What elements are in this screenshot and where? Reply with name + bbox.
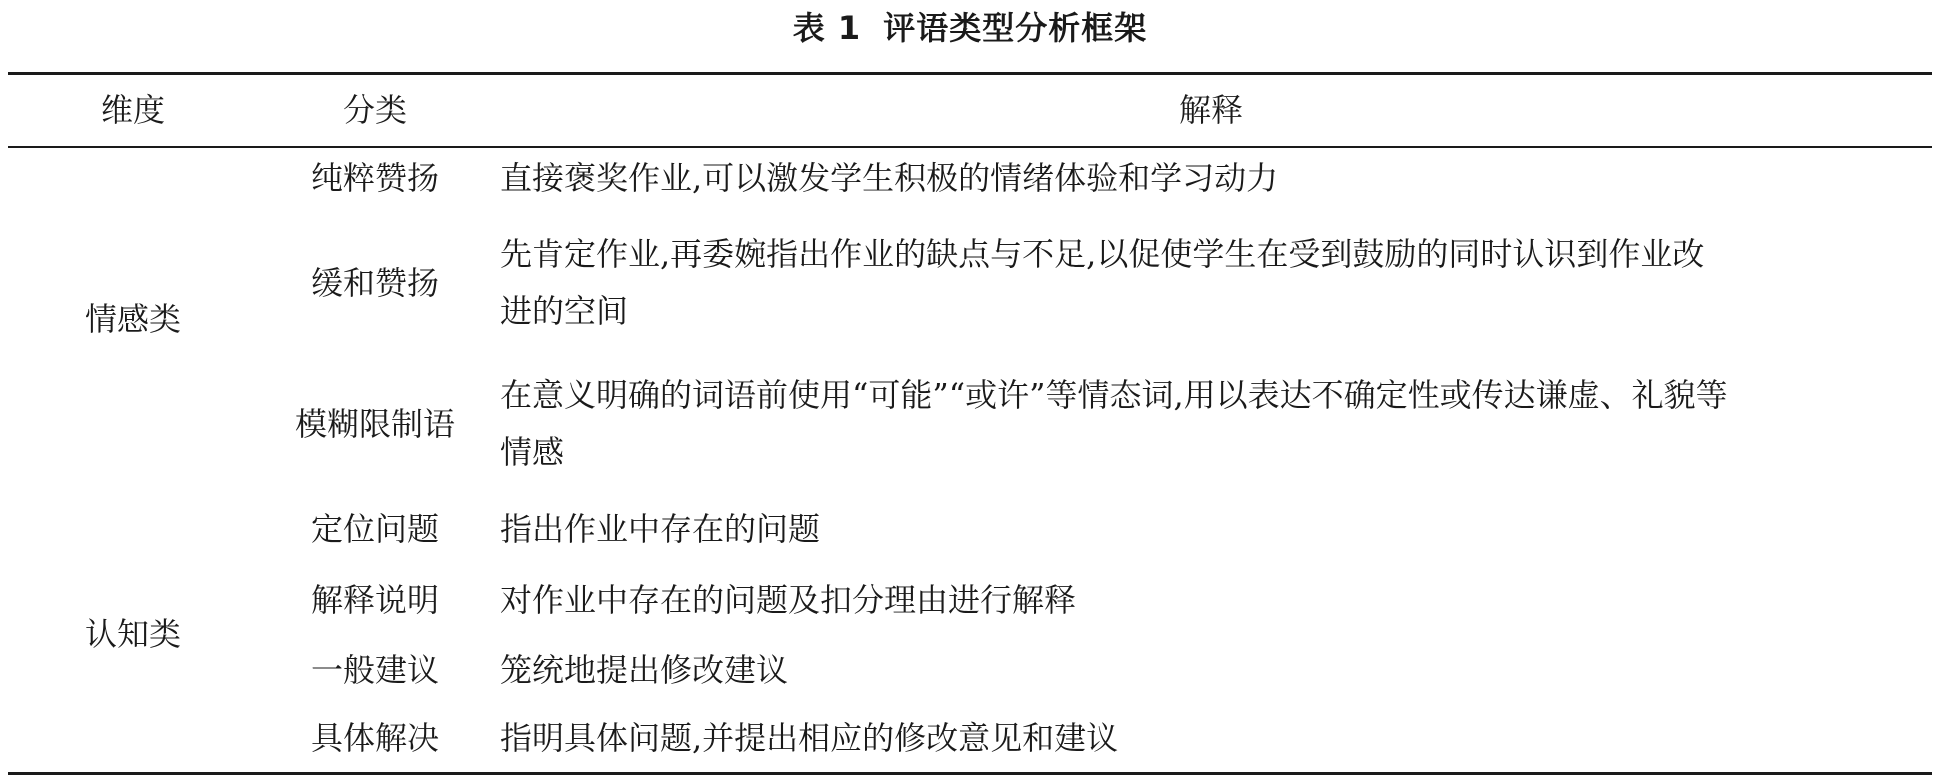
- header-category: 分类: [342, 91, 407, 129]
- table-caption-number: 表 1: [792, 9, 862, 47]
- row-explanation: [500, 150, 1932, 207]
- header-dimension: 维度: [100, 91, 165, 129]
- dimension-cognitive: 认知类: [84, 615, 181, 653]
- row-category: 具体解决: [310, 719, 439, 757]
- row-explanation-line: 指明具体问题,并提出相应的修改意见和建议: [500, 719, 1119, 757]
- row-explanation-line: 在意义明确的词语前使用“可能”“或许”等情态词,用以表达不确定性或传达谦虚、礼貌等: [500, 376, 1728, 414]
- table-caption-title: 评语类型分析框架: [883, 9, 1148, 47]
- row-explanation-line: 笼统地提出修改建议: [500, 651, 789, 689]
- row-explanation: [500, 226, 1932, 340]
- row-explanation-line: 情感: [500, 433, 565, 471]
- row-category: 缓和赞扬: [310, 264, 439, 302]
- row-explanation: [500, 501, 1932, 558]
- row-explanation: [500, 572, 1932, 629]
- row-explanation: [500, 710, 1932, 767]
- row-category: 解释说明: [310, 581, 439, 619]
- row-category: 定位问题: [310, 510, 439, 548]
- table-caption: [0, 0, 1940, 60]
- row-explanation-line: 直接褒奖作业,可以激发学生积极的情绪体验和学习动力: [500, 159, 1279, 197]
- table-top-rule: [8, 72, 1932, 75]
- table-header-rule: [8, 146, 1932, 148]
- dimension-affective: 情感类: [84, 300, 181, 338]
- row-category: 模糊限制语: [294, 405, 455, 443]
- row-explanation-line: 对作业中存在的问题及扣分理由进行解释: [500, 581, 1077, 619]
- row-category: 纯粹赞扬: [310, 159, 439, 197]
- row-explanation-line: 进的空间: [500, 292, 629, 330]
- row-category: 一般建议: [310, 651, 439, 689]
- header-explanation: 解释: [1178, 91, 1243, 129]
- row-explanation-line: 先肯定作业,再委婉指出作业的缺点与不足,以促使学生在受到鼓励的同时认识到作业改: [500, 235, 1705, 273]
- row-explanation: [500, 367, 1932, 481]
- row-explanation-line: 指出作业中存在的问题: [500, 510, 821, 548]
- row-explanation: [500, 642, 1932, 699]
- table-bottom-rule: [8, 772, 1932, 775]
